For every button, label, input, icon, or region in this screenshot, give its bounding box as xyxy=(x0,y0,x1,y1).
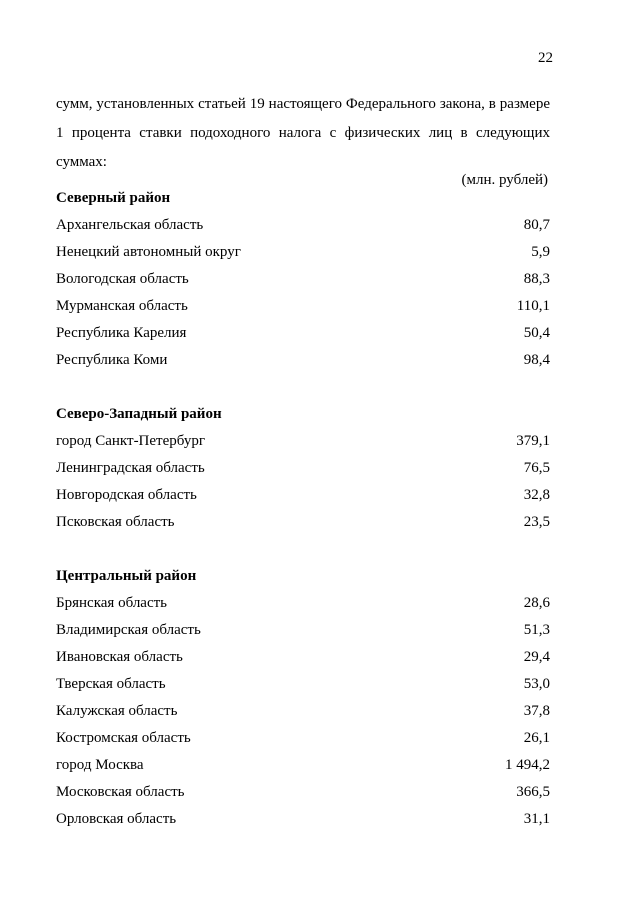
region-name: Брянская область xyxy=(56,595,168,611)
units-label: (млн. рублей) xyxy=(461,172,548,188)
region-value: 23,5 xyxy=(523,514,550,530)
region-name: Архангельская область xyxy=(56,217,204,233)
section-title: Северо-Западный район xyxy=(56,406,222,422)
region-value: 26,1 xyxy=(523,730,550,746)
list-item xyxy=(56,428,550,455)
region-name: Республика Карелия xyxy=(56,325,187,341)
region-value: 76,5 xyxy=(523,460,550,476)
section-title: Северный район xyxy=(56,190,171,206)
intro-line: суммах: xyxy=(56,154,107,170)
region-value: 29,4 xyxy=(523,649,550,665)
region-value: 32,8 xyxy=(523,487,550,503)
list-item xyxy=(56,644,550,671)
list-item xyxy=(56,266,550,293)
region-name: Орловская область xyxy=(56,811,177,827)
list-item xyxy=(56,293,550,320)
region-value: 98,4 xyxy=(523,352,550,368)
region-value: 51,3 xyxy=(523,622,550,638)
region-name: Костромская область xyxy=(56,730,191,746)
intro-paragraph xyxy=(56,90,550,177)
section-northwest xyxy=(56,401,550,536)
section-northern xyxy=(56,185,550,374)
region-name: Вологодская область xyxy=(56,271,189,287)
region-name: Ленинградская область xyxy=(56,460,205,476)
region-name: Калужская область xyxy=(56,703,178,719)
intro-line: сумм, установленных статьей 19 настоящего Федерального закона, в размере xyxy=(56,96,550,112)
section-title: Центральный район xyxy=(56,568,197,584)
region-value: 31,1 xyxy=(523,811,550,827)
list-item xyxy=(56,617,550,644)
intro-line: 1 процента ставки подоходного налога с физических лиц в следующих xyxy=(56,125,550,141)
region-name: Тверская область xyxy=(56,676,166,692)
list-item xyxy=(56,590,550,617)
region-value: 80,7 xyxy=(523,217,550,233)
region-name: город Москва xyxy=(56,757,144,773)
region-name: Новгородская область xyxy=(56,487,197,503)
region-name: Ивановская область xyxy=(56,649,183,665)
region-value: 110,1 xyxy=(516,298,550,314)
region-value: 53,0 xyxy=(523,676,550,692)
page-number: 22 xyxy=(538,50,553,66)
section-central xyxy=(56,563,550,833)
region-name: Псковская область xyxy=(56,514,175,530)
region-name: Московская область xyxy=(56,784,185,800)
list-item xyxy=(56,752,550,779)
region-value: 1 494,2 xyxy=(505,757,550,773)
list-item xyxy=(56,239,550,266)
region-value: 37,8 xyxy=(523,703,550,719)
region-value: 88,3 xyxy=(523,271,550,287)
region-name: Мурманская область xyxy=(56,298,188,314)
region-name: город Санкт-Петербург xyxy=(56,433,205,449)
region-value: 50,4 xyxy=(523,325,550,341)
list-item xyxy=(56,212,550,239)
list-item xyxy=(56,482,550,509)
list-item xyxy=(56,779,550,806)
region-value: 28,6 xyxy=(523,595,550,611)
region-name: Владимирская область xyxy=(56,622,201,638)
list-item xyxy=(56,347,550,374)
list-item xyxy=(56,509,550,536)
list-item xyxy=(56,455,550,482)
region-value: 5,9 xyxy=(531,244,550,260)
list-item xyxy=(56,671,550,698)
list-item xyxy=(56,806,550,833)
list-item xyxy=(56,698,550,725)
region-name: Республика Коми xyxy=(56,352,168,368)
region-list xyxy=(56,185,550,860)
list-item xyxy=(56,320,550,347)
region-value: 379,1 xyxy=(516,433,550,449)
region-name: Ненецкий автономный округ xyxy=(56,244,241,260)
list-item xyxy=(56,725,550,752)
region-value: 366,5 xyxy=(516,784,550,800)
